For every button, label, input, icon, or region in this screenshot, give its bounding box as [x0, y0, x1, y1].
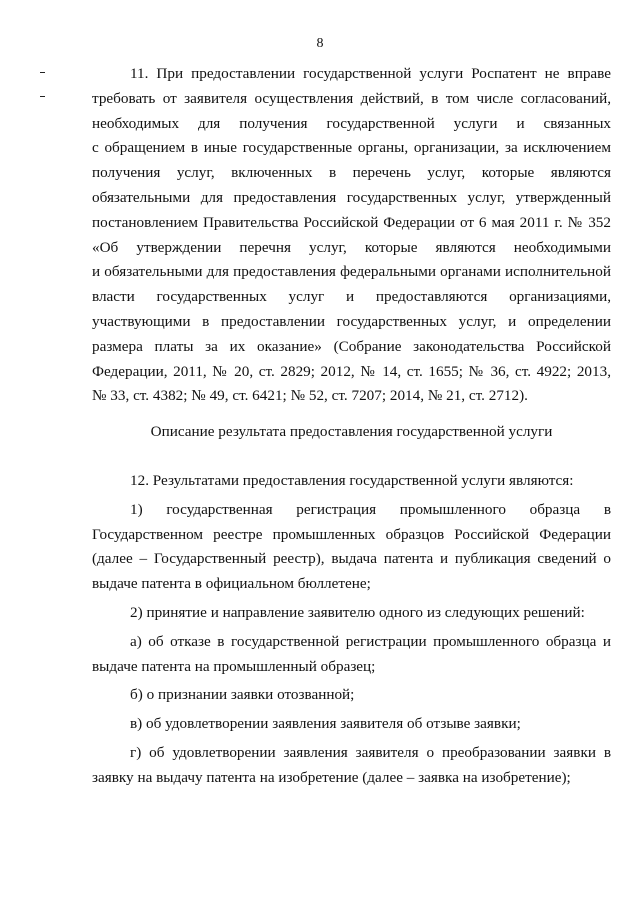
paragraph-line: Государственном реестре промышленных образцов Российской Федерации [92, 525, 611, 543]
paragraph-line: постановлением Правительства Российской Федерации от 6 мая 2011 г. № 352 [92, 213, 611, 231]
paragraph-line: 11. При предоставлении государственной услуги Роспатент не вправе [130, 65, 611, 82]
item-1 [92, 498, 611, 597]
margin-mark [40, 72, 45, 73]
item-2b: б) о признании заявки отозванной; [130, 686, 355, 704]
paragraph-line: а) об отказе в государственной регистрации промышленного образца и [130, 632, 611, 650]
margin-mark [40, 96, 45, 97]
paragraph-line: Федерации, 2011, № 20, ст. 2829; 2012, № 14, ст. 1655; № 36, ст. 4922; 2013, [92, 362, 611, 380]
paragraph-line: власти государственных услуг и предоставляются организациями, [92, 288, 611, 306]
paragraph-12-intro: 12. Результатами предоставления государственной услуги являются: [130, 471, 574, 489]
paragraph-12 [92, 469, 611, 791]
paragraph-line: размера платы за их оказание» (Собрание законодательства Российской [92, 337, 611, 355]
paragraph-line: получения услуг, включенных в перечень услуг, которые являются [92, 164, 611, 182]
paragraph-line: 1) государственная регистрация промышленного образца в [130, 500, 611, 518]
paragraph-11 [92, 62, 611, 409]
page-number: 8 [316, 36, 324, 51]
paragraph-line: участвующими в предоставлении государственных услуг, и определении [92, 312, 611, 330]
paragraph-line: заявку на выдачу патента на изобретение (далее – заявка на изобретение); [92, 768, 571, 786]
item-2: 2) принятие и направление заявителю одного из следующих решений: [130, 603, 585, 621]
paragraph-line: с обращением в иные государственные органы, организации, за исключением [92, 139, 611, 157]
item-2g [92, 741, 611, 791]
paragraph-line: (далее – Государственный реестр), выдача патента и публикация сведений о [92, 550, 611, 568]
section-heading: Описание результата предоставления государственной услуги [150, 423, 553, 441]
paragraph-line: «Об утверждении перечня услуг, которые являются необходимыми [92, 238, 611, 256]
paragraph-line: требовать от заявителя осуществления действий, в том числе согласований, [92, 89, 611, 107]
paragraph-line: и обязательными для предоставления федеральными органами исполнительной [92, 263, 611, 281]
paragraph-line: № 33, ст. 4382; № 49, ст. 6421; № 52, ст. 7207; 2014, № 21, ст. 2712). [92, 387, 528, 405]
paragraph-line: г) об удовлетворении заявления заявителя о преобразовании заявки в [130, 743, 611, 761]
paragraph-line: необходимых для получения государственной услуги и связанных [92, 114, 611, 132]
item-2v: в) об удовлетворении заявления заявителя об отзыве заявки; [130, 715, 521, 733]
item-2a [92, 630, 611, 680]
paragraph-line: выдаче патента в официальном бюллетене; [92, 575, 371, 593]
paragraph-line: обязательными для предоставления государственных услуг, утвержденный [92, 188, 611, 206]
document-body [92, 62, 611, 791]
paragraph-line: выдаче патента на промышленный образец; [92, 657, 376, 675]
